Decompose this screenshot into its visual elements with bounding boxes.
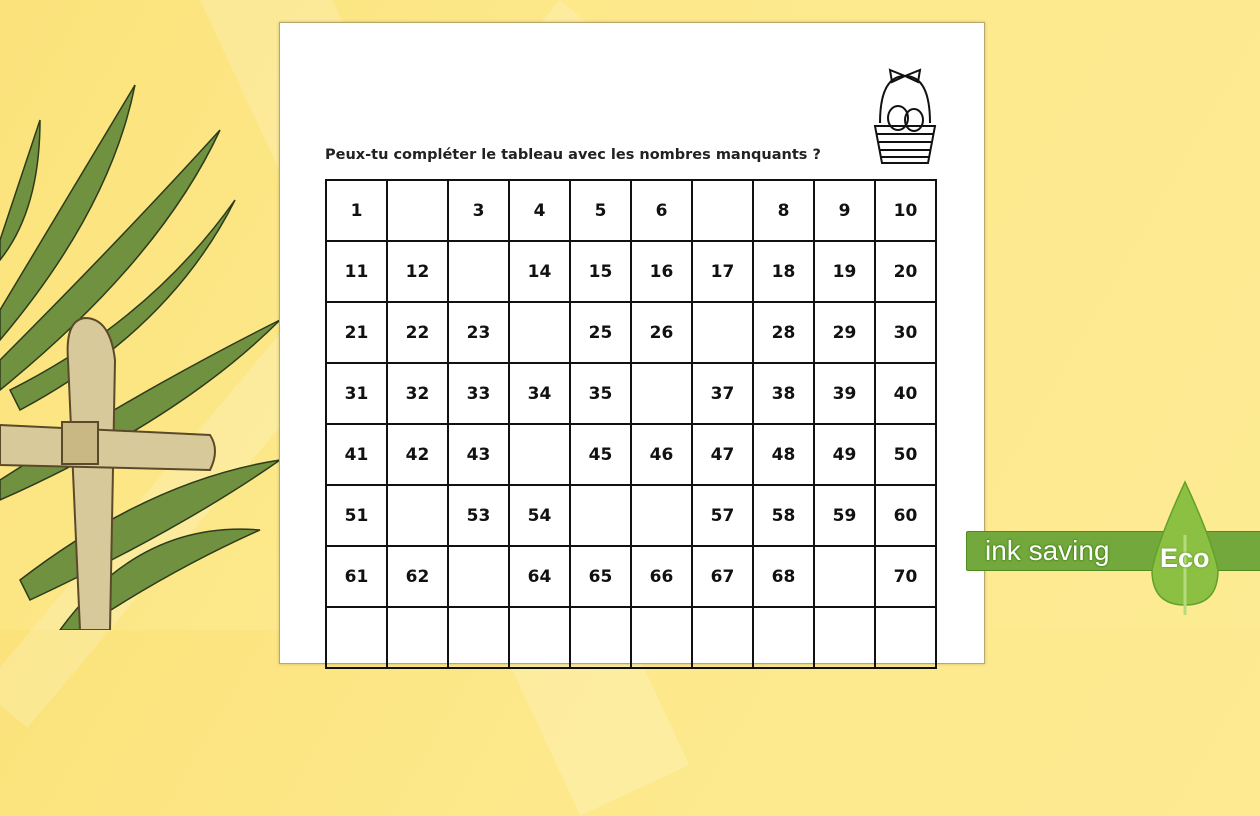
grid-cell: 32 [387, 363, 448, 424]
grid-cell: 5 [570, 180, 631, 241]
grid-cell: 58 [753, 485, 814, 546]
grid-cell: 61 [326, 546, 387, 607]
grid-cell: 46 [631, 424, 692, 485]
grid-row [326, 302, 936, 363]
grid-cell: 48 [753, 424, 814, 485]
grid-cell: 33 [448, 363, 509, 424]
grid-cell-blank[interactable] [509, 302, 570, 363]
grid-cell: 59 [814, 485, 875, 546]
grid-cell-blank[interactable] [570, 485, 631, 546]
grid-cell: 25 [570, 302, 631, 363]
grid-cell: 12 [387, 241, 448, 302]
grid-cell: 38 [753, 363, 814, 424]
grid-cell-blank[interactable] [814, 607, 875, 668]
grid-cell: 8 [753, 180, 814, 241]
grid-cell-blank[interactable] [692, 180, 753, 241]
grid-cell: 37 [692, 363, 753, 424]
grid-cell-blank[interactable] [631, 485, 692, 546]
grid-cell-blank[interactable] [509, 424, 570, 485]
grid-cell: 28 [753, 302, 814, 363]
grid-cell-blank[interactable] [387, 607, 448, 668]
easter-basket-icon [870, 68, 940, 168]
grid-cell: 41 [326, 424, 387, 485]
grid-cell: 18 [753, 241, 814, 302]
grid-cell: 14 [509, 241, 570, 302]
grid-cell: 31 [326, 363, 387, 424]
grid-cell-blank[interactable] [631, 607, 692, 668]
grid-row [326, 546, 936, 607]
grid-cell: 3 [448, 180, 509, 241]
grid-cell: 1 [326, 180, 387, 241]
grid-cell: 49 [814, 424, 875, 485]
grid-cell: 62 [387, 546, 448, 607]
grid-cell: 47 [692, 424, 753, 485]
grid-cell-blank[interactable] [875, 607, 936, 668]
grid-cell: 40 [875, 363, 936, 424]
grid-cell: 17 [692, 241, 753, 302]
grid-cell: 53 [448, 485, 509, 546]
grid-cell: 29 [814, 302, 875, 363]
grid-cell: 9 [814, 180, 875, 241]
grid-cell: 45 [570, 424, 631, 485]
grid-cell-blank[interactable] [570, 607, 631, 668]
grid-cell: 64 [509, 546, 570, 607]
grid-cell-blank[interactable] [448, 546, 509, 607]
grid-cell: 34 [509, 363, 570, 424]
grid-cell: 21 [326, 302, 387, 363]
ink-saving-text: ink saving [985, 535, 1110, 566]
grid-row [326, 363, 936, 424]
grid-cell: 26 [631, 302, 692, 363]
grid-cell-blank[interactable] [814, 546, 875, 607]
grid-cell: 50 [875, 424, 936, 485]
grid-cell-blank[interactable] [692, 607, 753, 668]
grid-cell-blank[interactable] [631, 363, 692, 424]
worksheet-question: Peux-tu compléter le tableau avec les nombres manquants ? [325, 147, 821, 163]
grid-cell-blank[interactable] [692, 302, 753, 363]
number-grid [325, 179, 937, 669]
grid-cell-blank[interactable] [387, 180, 448, 241]
grid-cell: 10 [875, 180, 936, 241]
grid-cell-blank[interactable] [448, 607, 509, 668]
eco-label: Eco [1160, 543, 1210, 573]
grid-cell: 57 [692, 485, 753, 546]
grid-cell: 16 [631, 241, 692, 302]
grid-cell-blank[interactable] [326, 607, 387, 668]
grid-cell: 20 [875, 241, 936, 302]
grid-cell: 68 [753, 546, 814, 607]
grid-row [326, 607, 936, 668]
grid-row [326, 180, 936, 241]
grid-cell: 43 [448, 424, 509, 485]
grid-cell: 51 [326, 485, 387, 546]
grid-cell: 54 [509, 485, 570, 546]
grid-cell: 4 [509, 180, 570, 241]
grid-cell: 23 [448, 302, 509, 363]
grid-cell: 22 [387, 302, 448, 363]
grid-cell: 11 [326, 241, 387, 302]
palm-cross-illustration [0, 60, 290, 630]
grid-cell-blank[interactable] [509, 607, 570, 668]
grid-cell-blank[interactable] [753, 607, 814, 668]
grid-cell: 15 [570, 241, 631, 302]
grid-cell: 60 [875, 485, 936, 546]
grid-cell: 6 [631, 180, 692, 241]
worksheet-page [279, 22, 985, 664]
grid-cell: 70 [875, 546, 936, 607]
grid-cell: 19 [814, 241, 875, 302]
grid-cell: 30 [875, 302, 936, 363]
grid-cell: 67 [692, 546, 753, 607]
grid-cell-blank[interactable] [448, 241, 509, 302]
grid-row [326, 424, 936, 485]
grid-row [326, 485, 936, 546]
grid-cell-blank[interactable] [387, 485, 448, 546]
grid-cell: 39 [814, 363, 875, 424]
grid-cell: 66 [631, 546, 692, 607]
grid-cell: 42 [387, 424, 448, 485]
grid-cell: 65 [570, 546, 631, 607]
grid-cell: 35 [570, 363, 631, 424]
grid-row [326, 241, 936, 302]
